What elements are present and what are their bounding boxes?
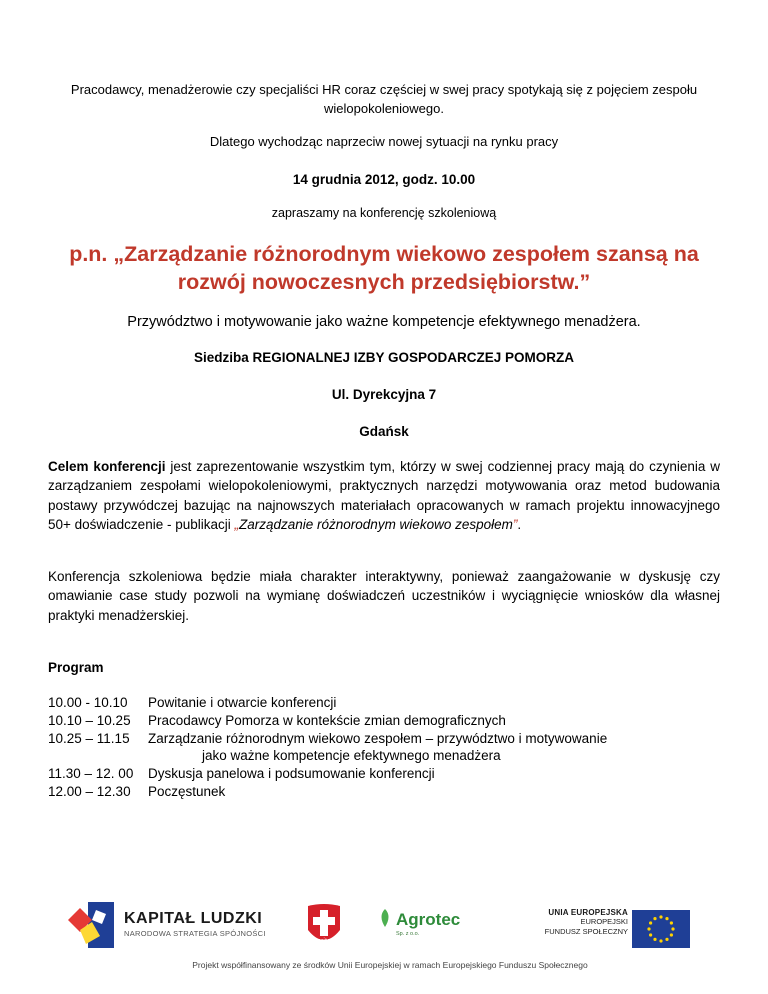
conference-title: p.n. „Zarządzanie różnorodnym wiekowo zespołem szansą na rozwój nowoczesnych przedsiębiorstw.” (69, 242, 699, 294)
program-desc: Pracodawcy Pomorza w kontekście zmian demograficznych (148, 712, 506, 728)
eu-line1: EUROPEJSKI (580, 917, 628, 926)
venue-name: Siedziba REGIONALNEJ IZBY GOSPODARCZEJ POMORZA (193, 350, 575, 365)
eu-star (670, 933, 673, 936)
program-item (48, 730, 607, 748)
program-desc: Poczęstunek (148, 783, 226, 799)
program-desc: Zarządzanie różnorodnym wiekowo zespołem – przywództwo i motywowanie (148, 730, 608, 746)
eu-star (659, 939, 662, 942)
eu-star (665, 938, 668, 941)
kapital-ludzki-title: KAPITAŁ LUDZKI (124, 910, 263, 927)
kapital-ludzki-icon (66, 900, 116, 950)
program-time: 10.10 – 10.25 (48, 712, 131, 728)
kapital-ludzki-text (124, 910, 266, 938)
agrotec-subtitle: Sp. z o.o. (396, 931, 420, 937)
close-quote: ” (512, 517, 518, 533)
conference-subtitle: Przywództwo i motywowanie jako ważne kompetencje efektywnego menadżera. (127, 314, 641, 330)
publication-title: Zarządzanie różnorodnym wiekowo zespołem (238, 517, 513, 533)
agrotec-name: Agrotec (396, 910, 461, 929)
eu-star (649, 921, 652, 924)
program-time: 10.00 - 10.10 (48, 695, 128, 710)
program-desc-continuation: jako ważne kompetencje efektywnego menadżera (202, 748, 501, 764)
context-line: Dlatego wychodząc naprzeciw nowej sytuacji na rynku pracy (209, 134, 559, 149)
program-item (48, 712, 607, 730)
eu-star (647, 927, 650, 930)
eu-star (670, 921, 673, 924)
eu-star (653, 917, 656, 920)
goal-lead: Celem konferencji (48, 459, 166, 474)
eu-star (671, 927, 674, 930)
eu-line2: FUNDUSZ SPOŁECZNY (544, 927, 628, 936)
eu-title: UNIA EUROPEJSKA (548, 908, 628, 917)
open-quote: „ (234, 517, 239, 533)
goal-end: . (517, 517, 522, 533)
agrotec-logo (382, 910, 460, 937)
venue-street: Ul. Dyrekcyjna 7 (331, 387, 437, 402)
program-time: 11.30 – 12. 00 (48, 766, 134, 782)
program-list (48, 694, 607, 801)
goal-body: jest zaprezentowanie wszystkim tym, którzy w swej codziennej pracy mają do czynienia w zarządzaniem zespołami wielopokoleniowymi, praktycznych narzędzi motywowania oraz metod budowania postawy przywódczej bazując na najnowszych materiałach opracowanych w ramach projektu innowacyjnego 50+ doświadczenie - publikacji (48, 459, 721, 533)
paragraph-format: Konferencja szkoleniowa będzie miała charakter interaktywny, ponieważ zaangażowanie w dyskusję czy omawianie case study pozwoli na wymianę doświadczeń uczestników i wyciągnięcie wniosków dla własnej praktyki menadżerskiej. (48, 569, 720, 623)
eu-text (490, 908, 628, 937)
invitation-line: zapraszamy na konferencję szkoleniową (271, 206, 497, 220)
program-time: 10.25 – 11.15 (48, 730, 130, 746)
program-item (48, 765, 607, 783)
eu-star (649, 933, 652, 936)
venue-city: Gdańsk (359, 424, 409, 439)
program-heading: Program (48, 660, 104, 675)
eu-flag-icon (632, 910, 690, 948)
eu-star (653, 938, 656, 941)
program-time: 12.00 – 12.30 (48, 783, 131, 799)
program-desc: Powitanie i otwarcie konferencji (148, 695, 337, 710)
program-desc: Dyskusja panelowa i podsumowanie konferencji (148, 766, 435, 782)
intro-text: Pracodawcy, menadżerowie czy specjaliści HR coraz częściej w swej pracy spotykają się z pojęciem zespołu wielopokoleniowego. (70, 82, 698, 116)
event-date: 14 grudnia 2012, godz. 10.00 (292, 172, 476, 187)
sponsor-logos (60, 896, 720, 952)
eu-star (665, 917, 668, 920)
paragraph-goal (48, 457, 720, 535)
cofinancing-note: Projekt współfinansowany ze środków Unii Europejskiej w ramach Europejskiego Funduszu Społecznego (192, 960, 588, 970)
program-item (48, 694, 607, 712)
program-item (48, 783, 607, 801)
kapital-ludzki-subtitle: NARODOWA STRATEGIA SPÓJNOŚCI (124, 929, 266, 938)
eu-star (659, 915, 662, 918)
caritas-label: caritas (313, 938, 335, 945)
